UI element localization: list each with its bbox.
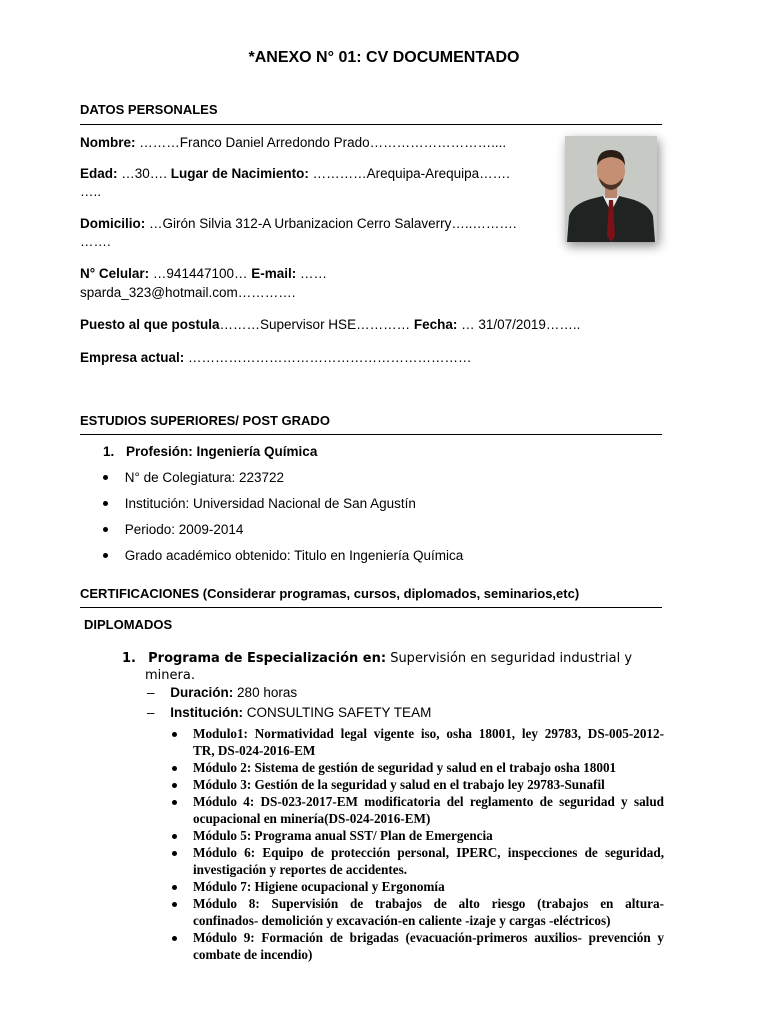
- modulo-line: Módulo 9: Formación de brigadas (evacuación-primeros auxilios- prevención y: [193, 930, 664, 945]
- bullet-icon: [103, 475, 108, 480]
- duracion-value: 280 horas: [233, 685, 298, 700]
- list-item-text: Grado académico obtenido: Titulo en Ingeniería Química: [124, 548, 464, 563]
- duracion-row: [147, 684, 297, 702]
- profile-photo: [565, 136, 657, 242]
- lugar-continuation: …..: [80, 184, 102, 199]
- modulos-list: [172, 725, 664, 963]
- celular-row: [80, 265, 327, 283]
- subheading-diplomados: DIPLOMADOS: [84, 617, 173, 632]
- list-item: [103, 469, 284, 487]
- empresa-row: [80, 349, 472, 367]
- page-title: *ANEXO N° 01: CV DOCUMENTADO: [248, 49, 520, 66]
- list-item: [172, 776, 664, 793]
- puesto-label: Puesto al que postula: [80, 317, 220, 332]
- edad-label: Edad:: [80, 166, 118, 181]
- bullet-icon: [172, 936, 177, 941]
- bullet-icon: [103, 527, 108, 532]
- fecha-label: Fecha:: [413, 317, 458, 332]
- list-item: [172, 844, 664, 878]
- modulo-line: Módulo 5: Programa anual SST/ Plan de Emergencia: [193, 828, 493, 843]
- bullet-icon: [172, 851, 177, 856]
- empresa-value: ………………………………………………………: [184, 350, 472, 365]
- bullet-icon: [172, 732, 177, 737]
- bullet-icon: [172, 800, 177, 805]
- celular-label: N° Celular:: [80, 266, 150, 281]
- list-item-text: Institución: Universidad Nacional de San Agustín: [124, 496, 416, 511]
- modulo-line: combate de incendio): [193, 947, 313, 962]
- list-item: [172, 895, 664, 929]
- list-item-text: N° de Colegiatura: 223722: [124, 470, 285, 485]
- edad-value: …30….: [117, 166, 171, 181]
- dash-icon: –: [147, 685, 155, 700]
- list-item: [172, 929, 664, 963]
- duracion-label: Duración:: [170, 685, 234, 700]
- bullet-icon: [172, 834, 177, 839]
- section-heading-certificaciones: CERTIFICACIONES (Considerar programas, cursos, diplomados, seminarios,etc): [80, 586, 580, 601]
- list-item: [172, 878, 664, 895]
- bullet-icon: [103, 553, 108, 558]
- bullet-icon: [172, 766, 177, 771]
- lugar-value: …………Arequipa-Arequipa…….: [308, 166, 510, 181]
- modulo-line: confinados- demolición y excavación-en caliente -izaje y cargas -eléctricos): [193, 913, 611, 928]
- bullet-icon: [172, 783, 177, 788]
- program-continuation: minera.: [145, 668, 195, 683]
- modulo-line: investigación y reportes de accidentes.: [193, 862, 408, 877]
- domicilio-label: Domicilio:: [80, 216, 146, 231]
- list-item: [172, 725, 664, 759]
- profesion-item: [103, 443, 317, 461]
- domicilio-value: …Girón Silvia 312-A Urbanizacion Cerro Salaverry…..……….: [145, 216, 517, 231]
- bullet-icon: [172, 885, 177, 890]
- nombre-row: [80, 134, 506, 152]
- divider: [80, 434, 662, 435]
- modulo-line: Módulo 8: Supervisión de trabajos de alto riesgo (trabajos en altura-: [193, 896, 664, 911]
- profesion-number: 1.: [103, 444, 115, 459]
- modulo-line: ocupacional en minería(DS-024-2016-EM): [193, 811, 431, 826]
- person-photo-icon: [565, 136, 657, 242]
- modulo-line: Módulo 3: Gestión de la seguridad y salud en el trabajo ley 29783-Sunafil: [193, 777, 605, 792]
- divider: [80, 607, 662, 608]
- domicilio-row: [80, 215, 517, 233]
- section-heading-datos: DATOS PERSONALES: [80, 102, 218, 117]
- institucion-label: Institución:: [170, 705, 244, 720]
- edad-row: [80, 165, 510, 183]
- lugar-label: Lugar de Nacimiento:: [170, 166, 309, 181]
- profesion-title: Profesión: Ingeniería Química: [126, 444, 318, 459]
- modulo-line: Módulo 6: Equipo de protección personal, IPERC, inspecciones de seguridad,: [193, 845, 664, 860]
- list-item: [172, 793, 664, 827]
- fecha-value: … 31/07/2019……..: [457, 317, 581, 332]
- domicilio-continuation: …….: [80, 234, 111, 249]
- email-continuation: sparda_323@hotmail.com………….: [80, 285, 296, 300]
- list-item: [172, 827, 664, 844]
- email-label: E-mail:: [251, 266, 297, 281]
- section-heading-estudios: ESTUDIOS SUPERIORES/ POST GRADO: [80, 413, 330, 428]
- list-item: [103, 521, 243, 539]
- nombre-value: ………Franco Daniel Arredondo Prado………………………....: [135, 135, 507, 150]
- list-item: [103, 495, 416, 513]
- modulo-line: Módulo 2: Sistema de gestión de seguridad y salud en el trabajo osha 18001: [193, 760, 617, 775]
- program-row: [122, 650, 632, 668]
- celular-value: …941447100…: [149, 266, 252, 281]
- modulo-line: Modulo1: Normatividad legal vigente iso, osha 18001, ley 29783, DS-005-2012-: [193, 726, 664, 741]
- program-number: 1.: [122, 651, 136, 666]
- dash-icon: –: [147, 705, 155, 720]
- bullet-icon: [172, 902, 177, 907]
- modulo-line: Módulo 7: Higiene ocupacional y Ergonomía: [193, 879, 445, 894]
- modulo-line: Módulo 4: DS-023-2017-EM modificatoria del reglamento de seguridad y salud: [193, 794, 664, 809]
- divider: [80, 124, 662, 125]
- puesto-row: [80, 316, 580, 334]
- modulo-line: TR, DS-024-2016-EM: [193, 743, 316, 758]
- program-value: Supervisión en seguridad industrial y: [386, 651, 633, 666]
- bullet-icon: [103, 501, 108, 506]
- institucion-row: [147, 704, 431, 722]
- nombre-label: Nombre:: [80, 135, 136, 150]
- institucion-value: CONSULTING SAFETY TEAM: [243, 705, 432, 720]
- puesto-value: ………Supervisor HSE…………: [219, 317, 414, 332]
- list-item: [103, 547, 463, 565]
- empresa-label: Empresa actual:: [80, 350, 185, 365]
- list-item: [172, 759, 664, 776]
- list-item-text: Periodo: 2009-2014: [124, 522, 244, 537]
- email-value: ……: [296, 266, 328, 281]
- program-label: Programa de Especialización en:: [148, 651, 387, 666]
